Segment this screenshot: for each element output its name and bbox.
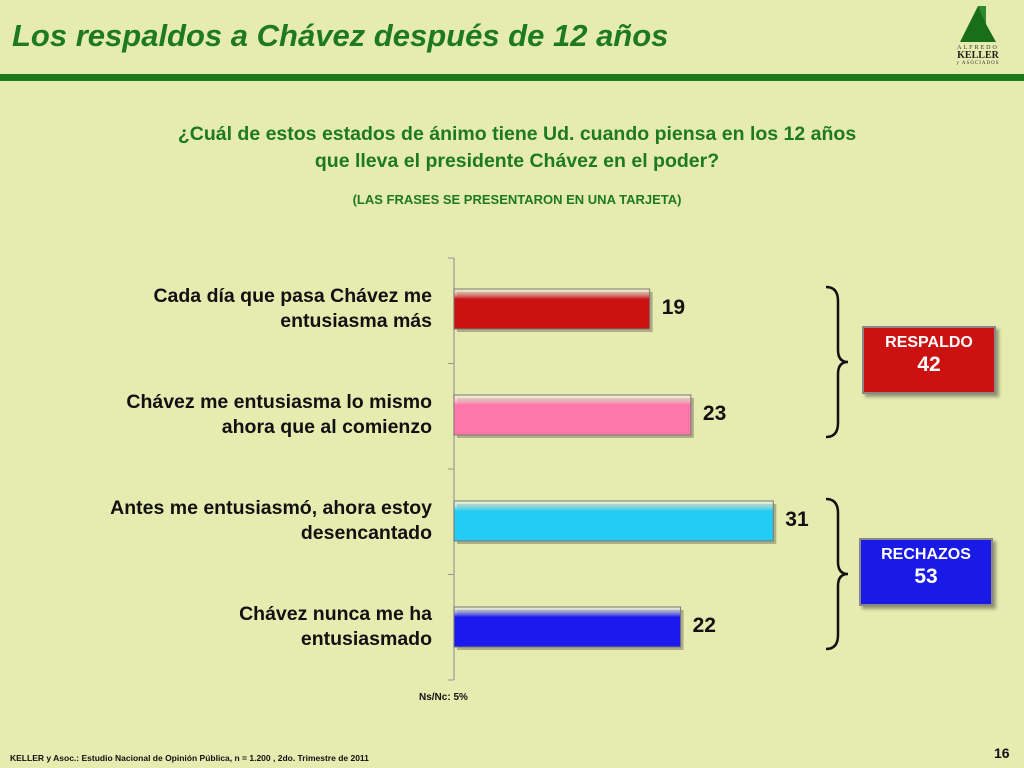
no-answer-note: Ns/Nc: 5%: [419, 692, 468, 703]
bar-value-label: 31: [785, 508, 809, 531]
group-name: RECHAZOS: [881, 546, 971, 563]
category-label-line: Cada día que pasa Chávez me: [153, 285, 432, 307]
category-label-line: entusiasma más: [280, 310, 432, 332]
group-brace: [826, 499, 848, 649]
group-value: 53: [914, 565, 938, 588]
logo-name-text: KELLER: [957, 50, 999, 61]
question-line-2: que lleva el presidente Chávez en el poder?: [314, 150, 720, 172]
category-label: [12, 284, 432, 334]
group-brace: [826, 287, 848, 437]
bar: [454, 607, 681, 647]
category-label: [12, 390, 432, 440]
category-label-line: entusiasmado: [300, 628, 432, 650]
bar: [454, 289, 650, 329]
bar-value-label: 23: [702, 402, 727, 425]
category-label-line: Chávez nunca me ha: [239, 603, 432, 625]
logo-bottom-text: y ASOCIADOS: [956, 61, 1000, 66]
category-label: [12, 602, 432, 652]
group-total-box: [862, 326, 996, 394]
bar-value-label: 22: [692, 614, 716, 637]
source-footnote: KELLER y Asoc.: Estudio Nacional de Opinión Pública, n = 1.200 , 2do. Trimestre de 2011: [10, 753, 369, 763]
bar: [454, 395, 691, 435]
logo-top-text: ALFREDO: [957, 45, 999, 51]
group-name: RESPALDO: [885, 334, 973, 351]
group-value: 42: [917, 353, 941, 376]
survey-note: (LAS FRASES SE PRESENTARON EN UNA TARJETA): [352, 192, 682, 207]
page-number: 16: [994, 745, 1010, 761]
question-line-1: ¿Cuál de estos estados de ánimo tiene Ud. cuando piensa en los 12 años: [177, 123, 857, 145]
group-total-box: [859, 538, 993, 606]
category-label: [12, 496, 432, 546]
category-label-line: Antes me entusiasmó, ahora estoy: [110, 497, 432, 519]
page-title: Los respaldos a Chávez después de 12 años: [12, 18, 669, 53]
category-label-line: ahora que al comienzo: [221, 416, 432, 438]
bar: [454, 501, 773, 541]
bar-value-label: 19: [661, 296, 686, 319]
category-label-line: desencantado: [300, 522, 432, 544]
category-label-line: Chávez me entusiasma lo mismo: [126, 391, 432, 413]
